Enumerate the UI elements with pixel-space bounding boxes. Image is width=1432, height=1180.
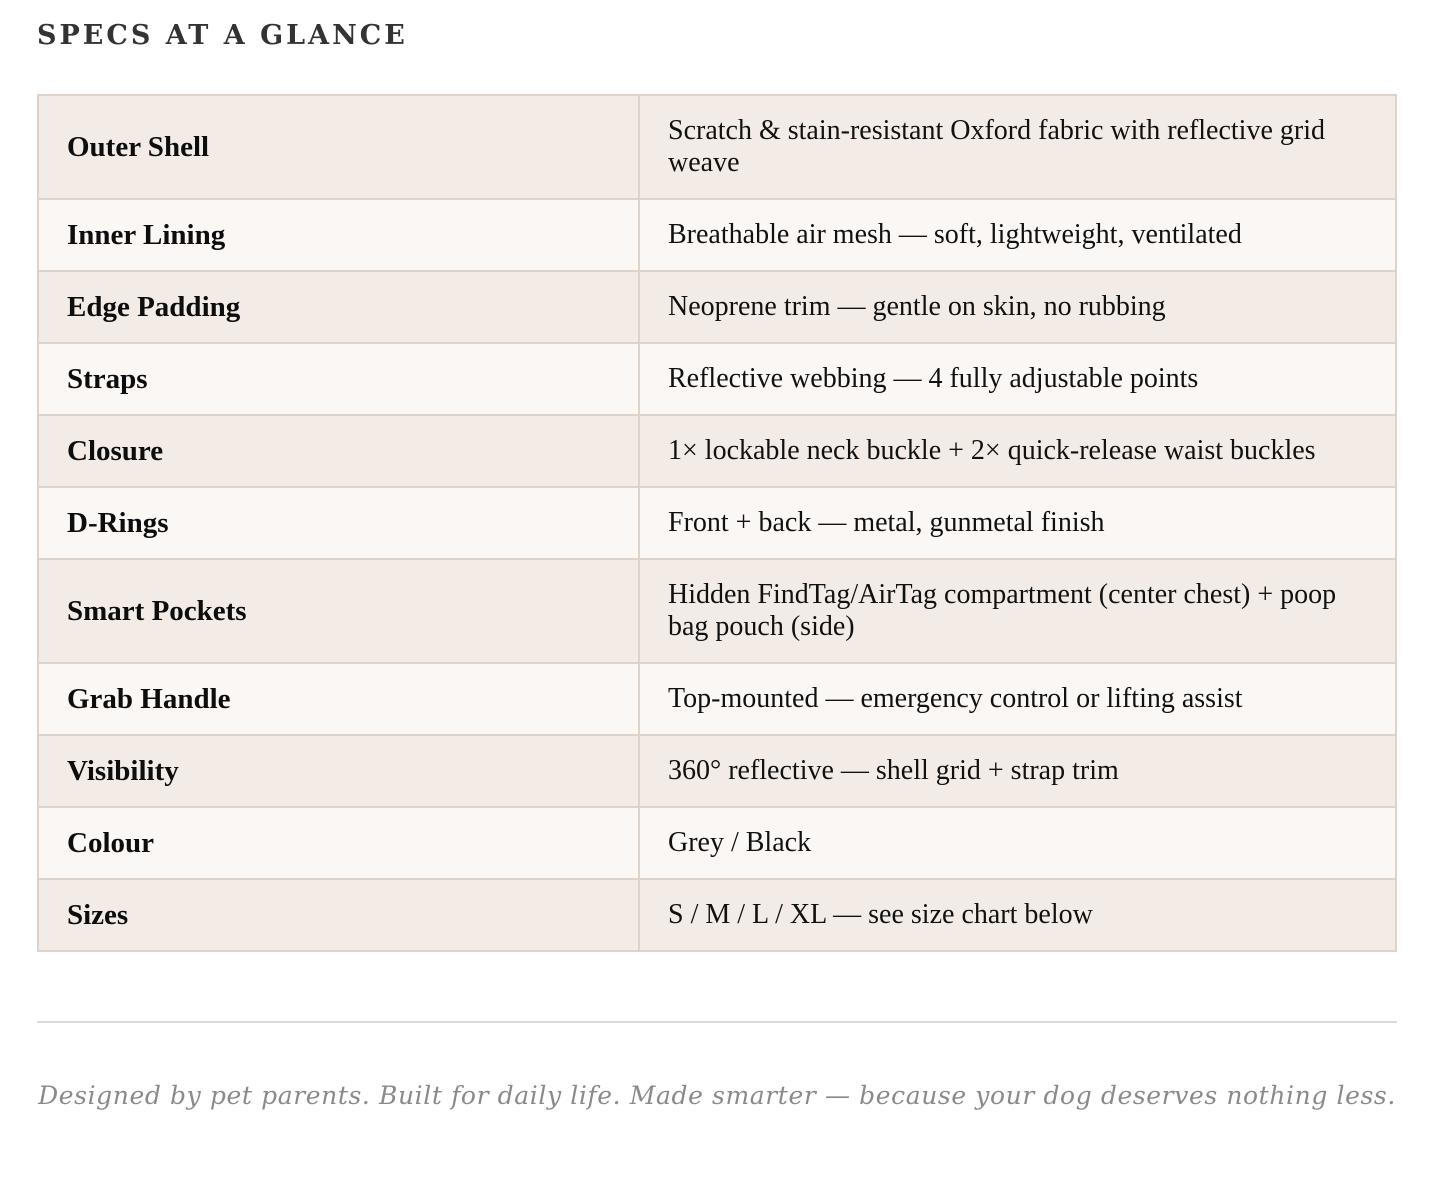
- table-row: [38, 735, 1396, 807]
- table-row: [38, 343, 1396, 415]
- spec-value: 360° reflective — shell grid + strap trim: [639, 735, 1396, 807]
- spec-value: Grey / Black: [639, 807, 1396, 879]
- table-row: [38, 271, 1396, 343]
- spec-label: Sizes: [38, 879, 639, 951]
- spec-label: D-Rings: [38, 487, 639, 559]
- spec-value: S / M / L / XL — see size chart below: [639, 879, 1396, 951]
- spec-label: Closure: [38, 415, 639, 487]
- table-row: [38, 559, 1396, 663]
- spec-label: Straps: [38, 343, 639, 415]
- table-row: [38, 199, 1396, 271]
- spec-label: Visibility: [38, 735, 639, 807]
- spec-label: Outer Shell: [38, 95, 639, 199]
- spec-value: Top-mounted — emergency control or lifting assist: [639, 663, 1396, 735]
- spec-value: Hidden FindTag/AirTag compartment (center chest) + poop bag pouch (side): [639, 559, 1396, 663]
- spec-value: Reflective webbing — 4 fully adjustable points: [639, 343, 1396, 415]
- table-row: [38, 95, 1396, 199]
- section-title: SPECS AT A GLANCE: [37, 20, 408, 51]
- spec-label: Grab Handle: [38, 663, 639, 735]
- spec-label: Edge Padding: [38, 271, 639, 343]
- spec-value: Front + back — metal, gunmetal finish: [639, 487, 1396, 559]
- spec-value: 1× lockable neck buckle + 2× quick-release waist buckles: [639, 415, 1396, 487]
- spec-label: Colour: [38, 807, 639, 879]
- table-row: [38, 487, 1396, 559]
- specs-table: [37, 94, 1397, 952]
- table-row: [38, 807, 1396, 879]
- tagline: Designed by pet parents. Built for daily life. Made smarter — because your dog deserves nothing less.: [38, 1081, 1396, 1110]
- spec-label: Inner Lining: [38, 199, 639, 271]
- spec-value: Breathable air mesh — soft, lightweight, ventilated: [639, 199, 1396, 271]
- table-row: [38, 663, 1396, 735]
- spec-label: Smart Pockets: [38, 559, 639, 663]
- divider: [37, 1021, 1397, 1023]
- table-row: [38, 415, 1396, 487]
- spec-value: Neoprene trim — gentle on skin, no rubbing: [639, 271, 1396, 343]
- spec-value: Scratch & stain-resistant Oxford fabric with reflective grid weave: [639, 95, 1396, 199]
- table-row: [38, 879, 1396, 951]
